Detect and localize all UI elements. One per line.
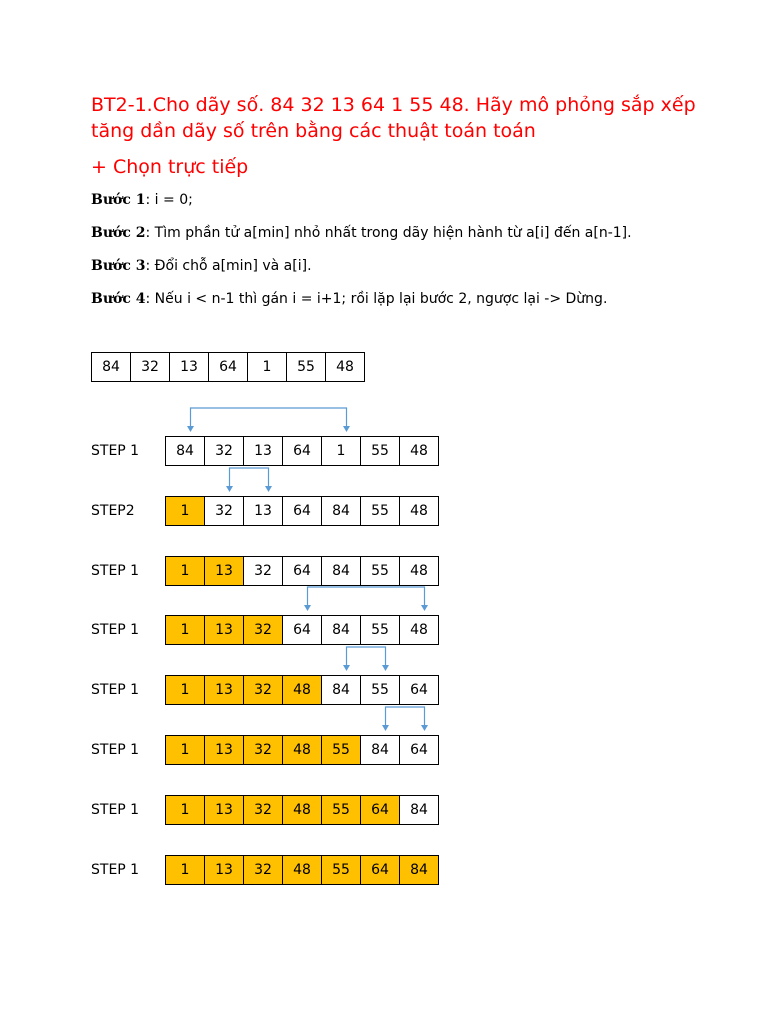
step-text: : i = 0; (145, 192, 193, 208)
exercise-title: BT2-1.Cho dãy số. 84 32 13 64 1 55 48. Hãy mô phỏng sắp xếp tăng dần dãy số trên bằng các thuật toán toán (91, 94, 696, 142)
array-cell: 1 (165, 795, 205, 825)
arrow-head-icon (187, 426, 194, 432)
step-text: : Đổi chỗ a[min] và a[i]. (145, 258, 312, 274)
array-cell: 55 (360, 615, 400, 645)
array-cell: 55 (360, 675, 400, 705)
array-cell: 13 (204, 615, 244, 645)
arrow-head-icon (343, 426, 350, 432)
swap-arrow (382, 707, 428, 731)
section-subtitle: + Chọn trực tiếp (91, 156, 249, 178)
array-cell: 84 (399, 795, 439, 825)
array-cell: 13 (169, 352, 209, 382)
arrow-head-icon (382, 725, 389, 731)
arrow-head-icon (421, 725, 428, 731)
array-cell: 84 (321, 556, 361, 586)
array-cell: 55 (360, 436, 400, 466)
array-cell: 84 (360, 735, 400, 765)
array-cell: 1 (165, 735, 205, 765)
step-row-label: STEP 1 (91, 682, 140, 698)
array-cell: 64 (399, 675, 439, 705)
array-cell: 55 (286, 352, 326, 382)
array-cell: 84 (321, 675, 361, 705)
array-cell: 48 (399, 556, 439, 586)
array-cell: 48 (325, 352, 365, 382)
array-cell: 64 (360, 795, 400, 825)
step-row-label: STEP2 (91, 503, 135, 519)
array-cell: 48 (399, 496, 439, 526)
array-cell: 84 (321, 615, 361, 645)
arrow-head-icon (226, 486, 233, 492)
array-cell: 13 (204, 855, 244, 885)
swap-arrow (226, 468, 272, 492)
step-row-label: STEP 1 (91, 563, 140, 579)
array-cell: 1 (165, 675, 205, 705)
array-cell: 55 (360, 496, 400, 526)
array-cell: 55 (321, 735, 361, 765)
step-label: Bước 1 (91, 192, 146, 208)
array-cell: 32 (243, 556, 283, 586)
step-label: Bước 3 (91, 258, 146, 274)
array-cell: 32 (243, 795, 283, 825)
array-cell: 48 (282, 735, 322, 765)
step-row-label: STEP 1 (91, 443, 140, 459)
arrow-head-icon (265, 486, 272, 492)
step-label: Bước 2 (91, 225, 146, 241)
step-row-label: STEP 1 (91, 742, 140, 758)
step-row-label: STEP 1 (91, 802, 140, 818)
array-cell: 64 (282, 556, 322, 586)
array-cell: 55 (360, 556, 400, 586)
array-cell: 32 (204, 496, 244, 526)
arrow-head-icon (343, 665, 350, 671)
array-cell: 84 (399, 855, 439, 885)
step-text: : Tìm phần tử a[min] nhỏ nhất trong dãy hiện hành từ a[i] đến a[n-1]. (145, 225, 632, 241)
step-row-label: STEP 1 (91, 622, 140, 638)
array-cell: 55 (321, 795, 361, 825)
array-cell: 1 (165, 855, 205, 885)
array-cell: 64 (360, 855, 400, 885)
array-cell: 84 (321, 496, 361, 526)
array-cell: 64 (282, 436, 322, 466)
array-cell: 13 (204, 675, 244, 705)
array-cell: 64 (208, 352, 248, 382)
array-cell: 48 (399, 436, 439, 466)
array-cell: 48 (399, 615, 439, 645)
array-cell: 48 (282, 855, 322, 885)
array-cell: 32 (130, 352, 170, 382)
array-cell: 1 (165, 496, 205, 526)
array-cell: 32 (243, 675, 283, 705)
array-cell: 1 (321, 436, 361, 466)
swap-arrow (187, 408, 350, 432)
swap-arrow (343, 647, 389, 671)
array-cell: 32 (243, 855, 283, 885)
array-cell: 13 (204, 556, 244, 586)
array-cell: 64 (282, 615, 322, 645)
array-cell: 1 (165, 615, 205, 645)
array-cell: 13 (204, 735, 244, 765)
array-cell: 84 (91, 352, 131, 382)
arrow-head-icon (382, 665, 389, 671)
array-cell: 64 (399, 735, 439, 765)
array-cell: 13 (204, 795, 244, 825)
array-cell: 32 (204, 436, 244, 466)
array-cell: 13 (243, 436, 283, 466)
array-cell: 48 (282, 675, 322, 705)
array-cell: 64 (282, 496, 322, 526)
array-cell: 84 (165, 436, 205, 466)
step-text: : Nếu i < n-1 thì gán i = i+1; rồi lặp lại bước 2, ngược lại -> Dừng. (145, 291, 608, 307)
array-cell: 1 (165, 556, 205, 586)
array-cell: 13 (243, 496, 283, 526)
array-cell: 55 (321, 855, 361, 885)
array-cell: 32 (243, 735, 283, 765)
step-row-label: STEP 1 (91, 862, 140, 878)
array-cell: 1 (247, 352, 287, 382)
array-cell: 48 (282, 795, 322, 825)
arrow-head-icon (421, 605, 428, 611)
step-label: Bước 4 (91, 291, 146, 307)
array-cell: 32 (243, 615, 283, 645)
swap-arrow (304, 587, 428, 611)
arrow-head-icon (304, 605, 311, 611)
